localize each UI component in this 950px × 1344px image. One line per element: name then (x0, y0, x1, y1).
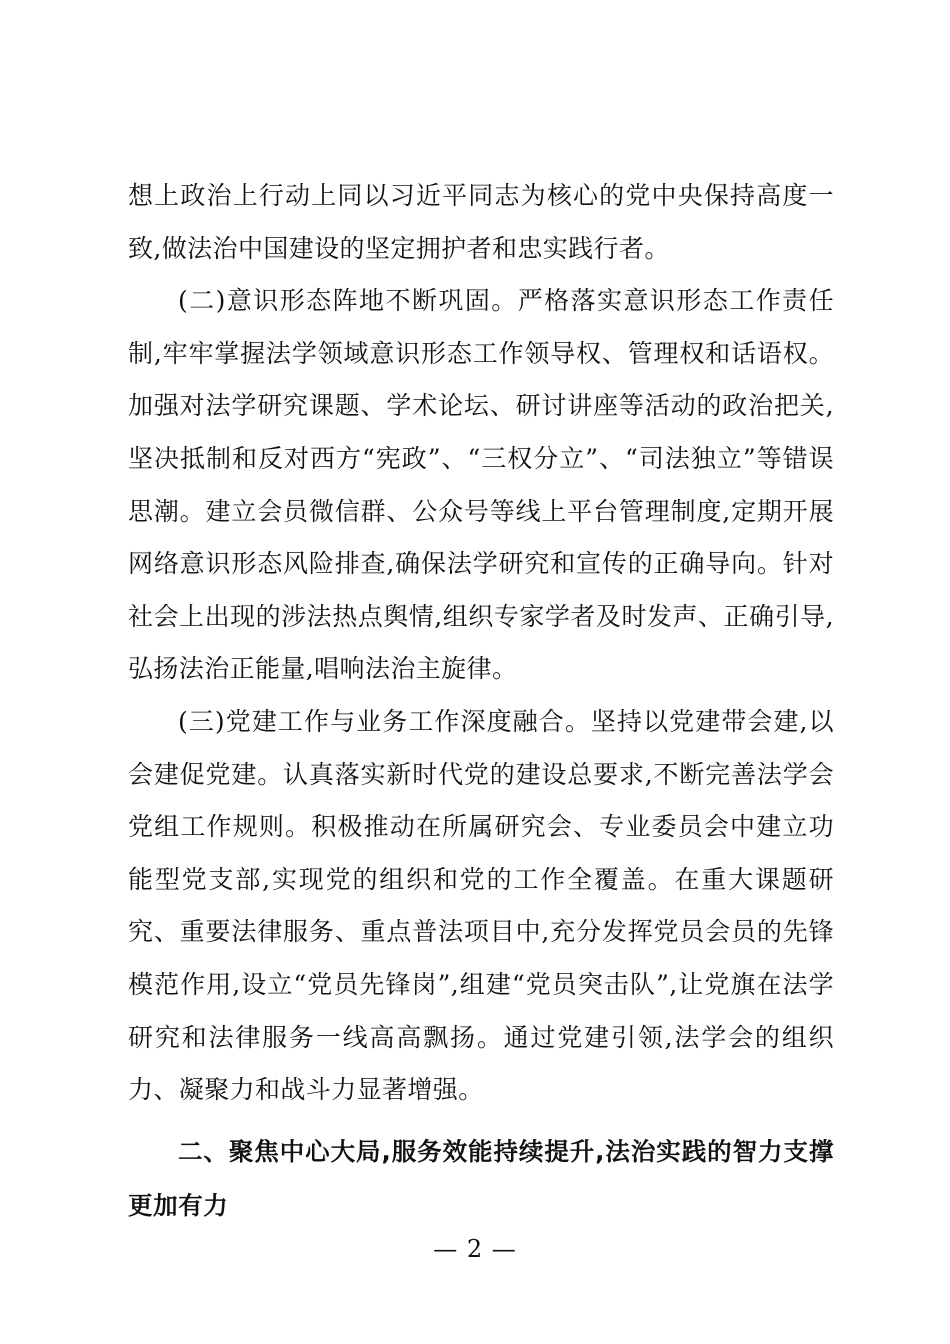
paragraph-section-2-ideology: (二)意识形态阵地不断巩固。严格落实意识形态工作责任制,牢牢掌握法学领域意识形态工作领导权、管理权和话语权。加强对法学研究课题、学术论坛、研讨讲座等活动的政治把关,坚决抵制和反对西方“宪政”、“三权分立”、“司法独立”等错误思潮。建立会员微信群、公众号等线上平台管理制度,定期开展网络意识形态风险排查,确保法学研究和宣传的正确导向。针对社会上出现的涉法热点舆情,组织专家学者及时发声、正确引导,弘扬法治正能量,唱响法治主旋律。 (128, 286, 834, 684)
paragraph-continuation: 想上政治上行动上同以习近平同志为核心的党中央保持高度一致,做法治中国建设的坚定拥护者和忠实践行者。 (128, 181, 834, 263)
page-number: — 2 — (433, 1235, 517, 1263)
section-heading-two: 二、聚焦中心大局,服务效能持续提升,法治实践的智力支撑更加有力 (128, 1136, 834, 1220)
paragraph-section-3-party-building: (三)党建工作与业务工作深度融合。坚持以党建带会建,以会建促党建。认真落实新时代党的建设总要求,不断完善法学会党组工作规则。积极推动在所属研究会、专业委员会中建立功能型党支部,实现党的组织和党的工作全覆盖。在重大课题研究、重要法律服务、重点普法项目中,充分发挥党员会员的先锋模范作用,设立“党员先锋岗”,组建“党员突击队”,让党旗在法学研究和法律服务一线高高飘扬。通过党建引领,法学会的组织力、凝聚力和战斗力显著增强。 (128, 706, 834, 1105)
document-body (128, 170, 834, 1233)
